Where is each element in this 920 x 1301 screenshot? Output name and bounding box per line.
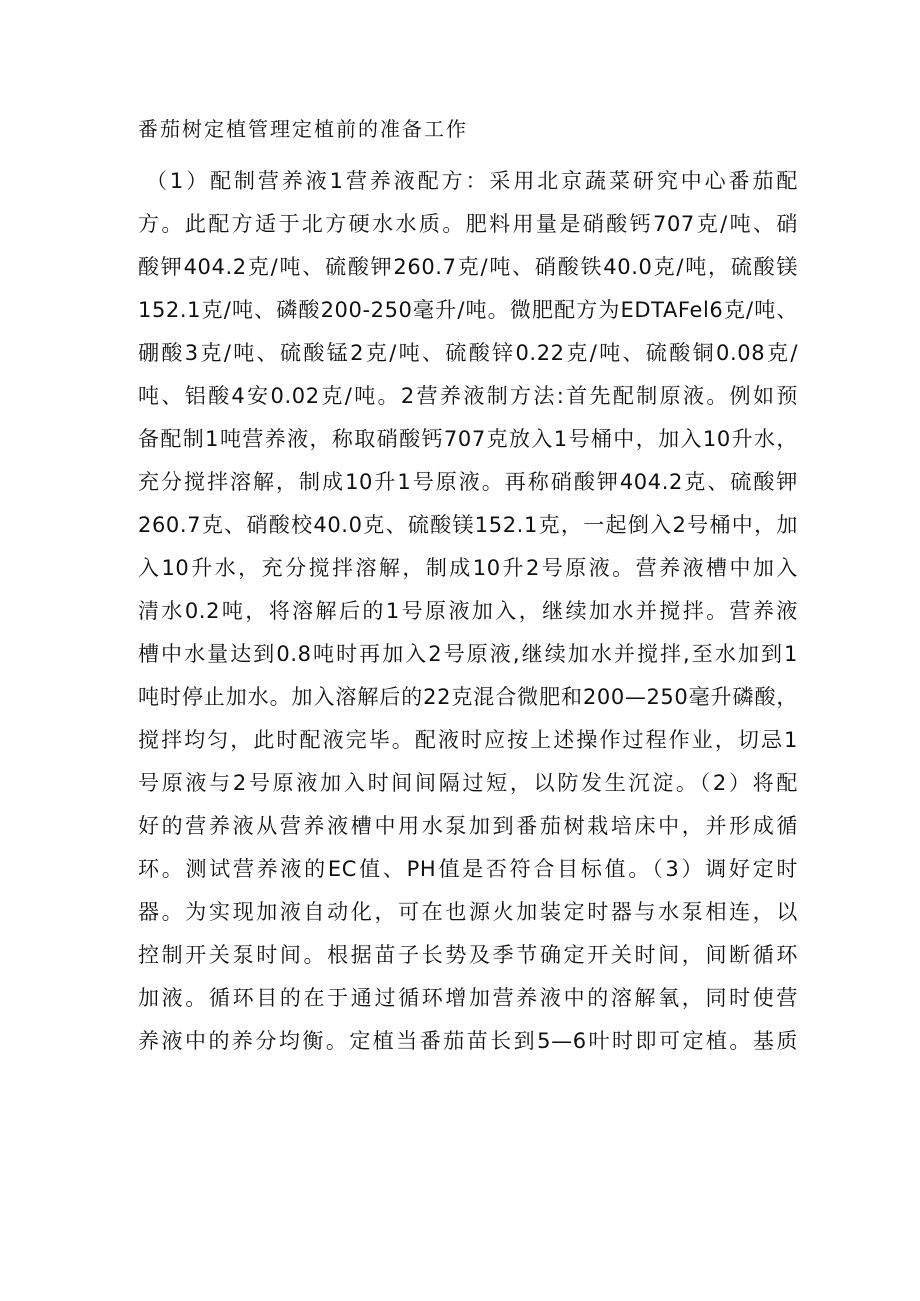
body-line: 环。测试营养液的EC值、PH值是否符合目标值。（3）调好定时 bbox=[138, 857, 798, 881]
body-line: 控制开关泵时间。根据苗子长势及季节确定开关时间，间断循环 bbox=[138, 943, 798, 967]
body-line: 养液中的养分均衡。定植当番茄苗长到5—6叶时即可定植。基质 bbox=[138, 1029, 798, 1053]
document-title: 番茄树定植管理定植前的准备工作 bbox=[138, 117, 468, 141]
body-line: （1）配制营养液1营养液配方：采用北京蔬菜研究中心番茄配 bbox=[146, 169, 798, 193]
body-line: 槽中水量达到0.8吨时再加入2号原液,继续加水并搅拌,至水加到1 bbox=[138, 642, 798, 666]
body-line: 清水0.2吨，将溶解后的1号原液加入，继续加水并搅拌。营养液 bbox=[138, 599, 798, 623]
body-line: 吨、铝酸4安0.02克/吨。2营养液制方法:首先配制原液。例如预 bbox=[138, 384, 798, 408]
body-line: 好的营养液从营养液槽中用水泵加到番茄树栽培床中，并形成循 bbox=[138, 814, 798, 838]
document-body bbox=[138, 160, 798, 1063]
body-line: 硼酸3克/吨、硫酸锰2克/吨、硫酸锌0.22克/吨、硫酸铜0.08克/ bbox=[138, 341, 798, 365]
body-line: 备配制1吨营养液，称取硝酸钙707克放入1号桶中，加入10升水， bbox=[138, 427, 798, 451]
body-line: 吨时停止加水。加入溶解后的22克混合微肥和200—250毫升磷酸， bbox=[138, 685, 798, 709]
body-line: 器。为实现加液自动化，可在也源火加装定时器与水泵相连，以 bbox=[138, 900, 798, 924]
body-line: 加液。循环目的在于通过循环增加营养液中的溶解氧，同时使营 bbox=[138, 986, 798, 1010]
body-line: 酸钾404.2克/吨、硫酸钾260.7克/吨、硝酸铁40.0克/吨，硫酸镁 bbox=[138, 255, 798, 279]
body-line: 260.7克、硝酸校40.0克、硫酸镁152.1克，一起倒入2号桶中，加 bbox=[138, 513, 798, 537]
body-line: 充分搅拌溶解，制成10升1号原液。再称硝酸钾404.2克、硫酸钾 bbox=[138, 470, 798, 494]
body-line: 搅拌均匀，此时配液完毕。配液时应按上述操作过程作业，切忌1 bbox=[138, 728, 798, 752]
body-line: 入10升水，充分搅拌溶解，制成10升2号原液。营养液槽中加入 bbox=[138, 556, 798, 580]
body-line: 方。此配方适于北方硬水水质。肥料用量是硝酸钙707克/吨、硝 bbox=[138, 212, 798, 236]
body-line: 号原液与2号原液加入时间间隔过短，以防发生沉淀。（2）将配 bbox=[138, 771, 798, 795]
body-line: 152.1克/吨、磷酸200-250毫升/吨。微肥配方为EDTAFel6克/吨、 bbox=[138, 298, 798, 322]
